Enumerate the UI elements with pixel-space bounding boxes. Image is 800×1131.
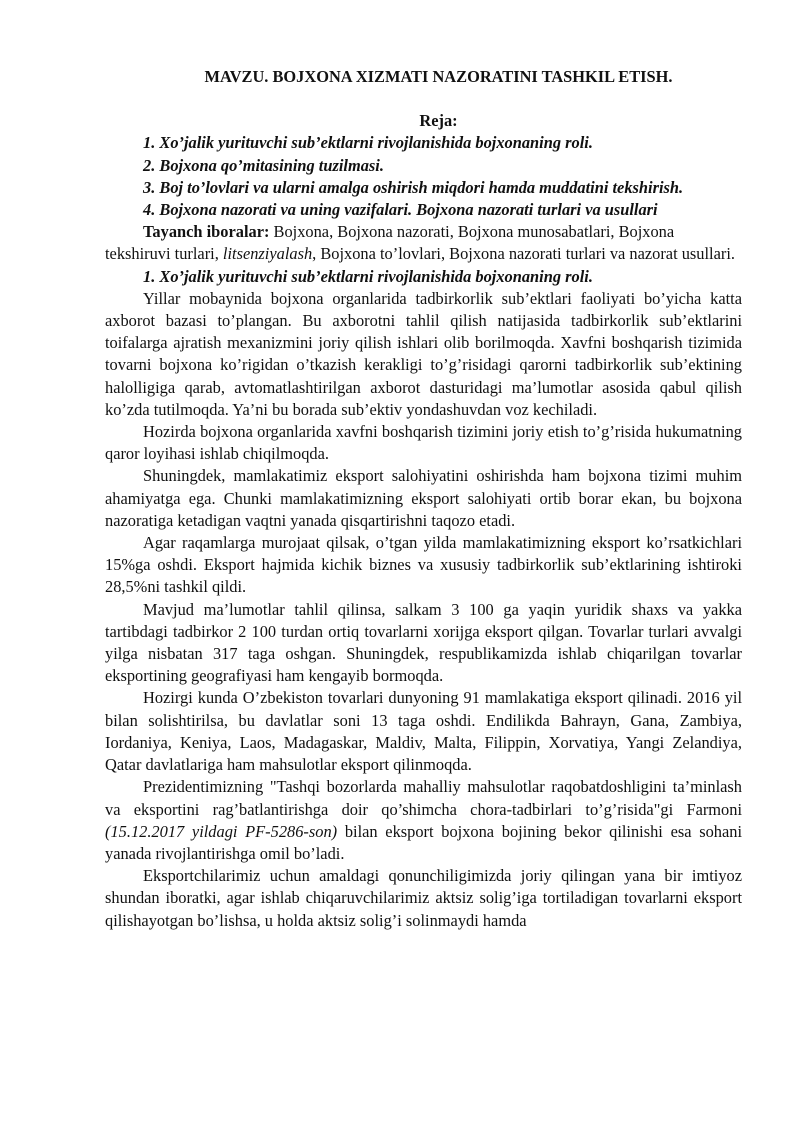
body-paragraph: Shuningdek, mamlakatimiz eksport salohiyatini oshirishda ham bojxona tizimi muhim ahamiyatga ega. Chunki mamlakatimizning eksport salohiyati ortib borar ekan, bu bojxona nazoratiga ketadigan vaqtni yanada qisqartirishni taqozo etadi. <box>105 466 742 530</box>
keywords-text-end: , Bojxona to’lovlari, Bojxona nazorati turlari va nazorat usullari. <box>312 244 735 264</box>
plan-item-2: 2. Bojxona qo’mitasining tuzilmasi. <box>143 155 384 175</box>
body-paragraph: Eksportchilarimiz uchun amaldagi qonunchiligimizda joriy qilingan yana bir imtiyoz shundan iboratki, agar ishlab chiqaruvchilarimiz aktsiz solig’iga tortiladigan tovarlarni eksport qilishayotgan bo’lishsa, u holda aktsiz solig’i solinmaydi hamda <box>105 866 742 930</box>
body-paragraph: Hozirgi kunda O’zbekiston tovarlari dunyoning 91 mamlakatiga eksport qilinadi. 2016 yil bilan solishtirilsa, bu davlatlar soni 13 taga oshdi. Endilikda Bahrayn, Gana, Zambiya, Iordaniya, Keniya, Laos, Madagaskar, Maldiv, Malta, Filippin, Xorvatiya, Yangi Zelandiya, Qatar davlatlariga ham mahsulotlar eksport qilinmoqda. <box>105 688 742 775</box>
body-paragraph: Agar raqamlarga murojaat qilsak, o’tgan yilda mamlakatimizning eksport ko’rsatkichlari 15%ga oshdi. Eksport hajmida kichik biznes va xususiy tadbirkorlik sub’ektlarining ishtiroki 28,5%ni tashkil qildi. <box>105 533 742 597</box>
keywords-label: Tayanch iboralar: <box>143 222 270 242</box>
section-heading: 1. Xo’jalik yurituvchi sub’ektlarni rivojlanishida bojxonaning roli. <box>143 266 593 286</box>
decree-reference: (15.12.2017 yildagi PF-5286-son) <box>105 821 338 841</box>
keywords-paragraph <box>105 221 742 265</box>
body-paragraph: Mavjud ma’lumotlar tahlil qilinsa, salkam 3 100 ga yaqin yuridik shaxs va yakka tartibdagi tadbirkor 2 100 turdan ortiq tovarlarni xorijga eksport qilgan. Tovarlar turlari avvalgi yilga nisbatan 317 taga oshgan. Shuningdek, respublikamizda ishlab chiqarilgan tovarlar eksportining geografiyasi ham kengayib bormoqda. <box>105 599 742 686</box>
decree-text-end: bilan eksport bojxona bojining bekor qilinishi esa sohani yanada rivojlantirishga omil bo’ladi. <box>105 821 742 863</box>
keywords-text: Bojxona, Bojxona nazorati, Bojxona munosabatlari, Bojxona tekshiruvi turlari, <box>105 222 675 264</box>
document-page <box>105 66 742 932</box>
keywords-italic-term: litsenziyalash <box>222 244 313 264</box>
body-paragraph: Hozirda bojxona organlarida xavfni boshqarish tizimini joriy etish to’g’risida hukumatning qaror loyihasi ishlab chiqilmoqda. <box>105 422 742 464</box>
plan-heading: Reja: <box>419 111 458 131</box>
plan-item-1: 1. Xo’jalik yurituvchi sub’ektlarni rivojlanishida bojxonaning roli. <box>143 133 593 153</box>
body-paragraph: Yillar mobaynida bojxona organlarida tadbirkorlik sub’ektlari faoliyati bo’yicha katta axborot bazasi to’plangan. Bu axborotni tahlil qilish natijasida tadbirkorlik sub’ektlarini toifalarga ajratish mexanizmini joriy qilish ishlari olib borilmoqda. Xavfni boshqarish tizimida tovarni bojxona ko’rigidan o’tkazish kerakligi to’g’risidagi qarorni tadbirkorlik sub’ektining halolligiga qarab, avtomatlashtirilgan axborot dasturidagi ma’lumotlar asosida qabul qilish ko’zda tutilmoqda. Ya’ni bu borada sub’ektiv yondashuvdan voz kechiladi. <box>105 288 742 419</box>
decree-text: Prezidentimizning "Tashqi bozorlarda mahalliy mahsulotlar raqobatdoshligini ta’minlash va eksportini rag’batlantirishga doir qo’shimcha chora-tadbirlari to’g’risida"gi Farmoni <box>105 777 742 819</box>
plan-item-4: 4. Bojxona nazorati va uning vazifalari. Bojxona nazorati turlari va usullari <box>143 200 658 220</box>
plan-item-3: 3. Boj to’lovlari va ularni amalga oshirish miqdori hamda muddatini tekshirish. <box>143 177 684 197</box>
document-title: MAVZU. BOJXONA XIZMATI NAZORATINI TASHKIL ETISH. <box>204 67 673 86</box>
decree-paragraph <box>105 776 742 865</box>
